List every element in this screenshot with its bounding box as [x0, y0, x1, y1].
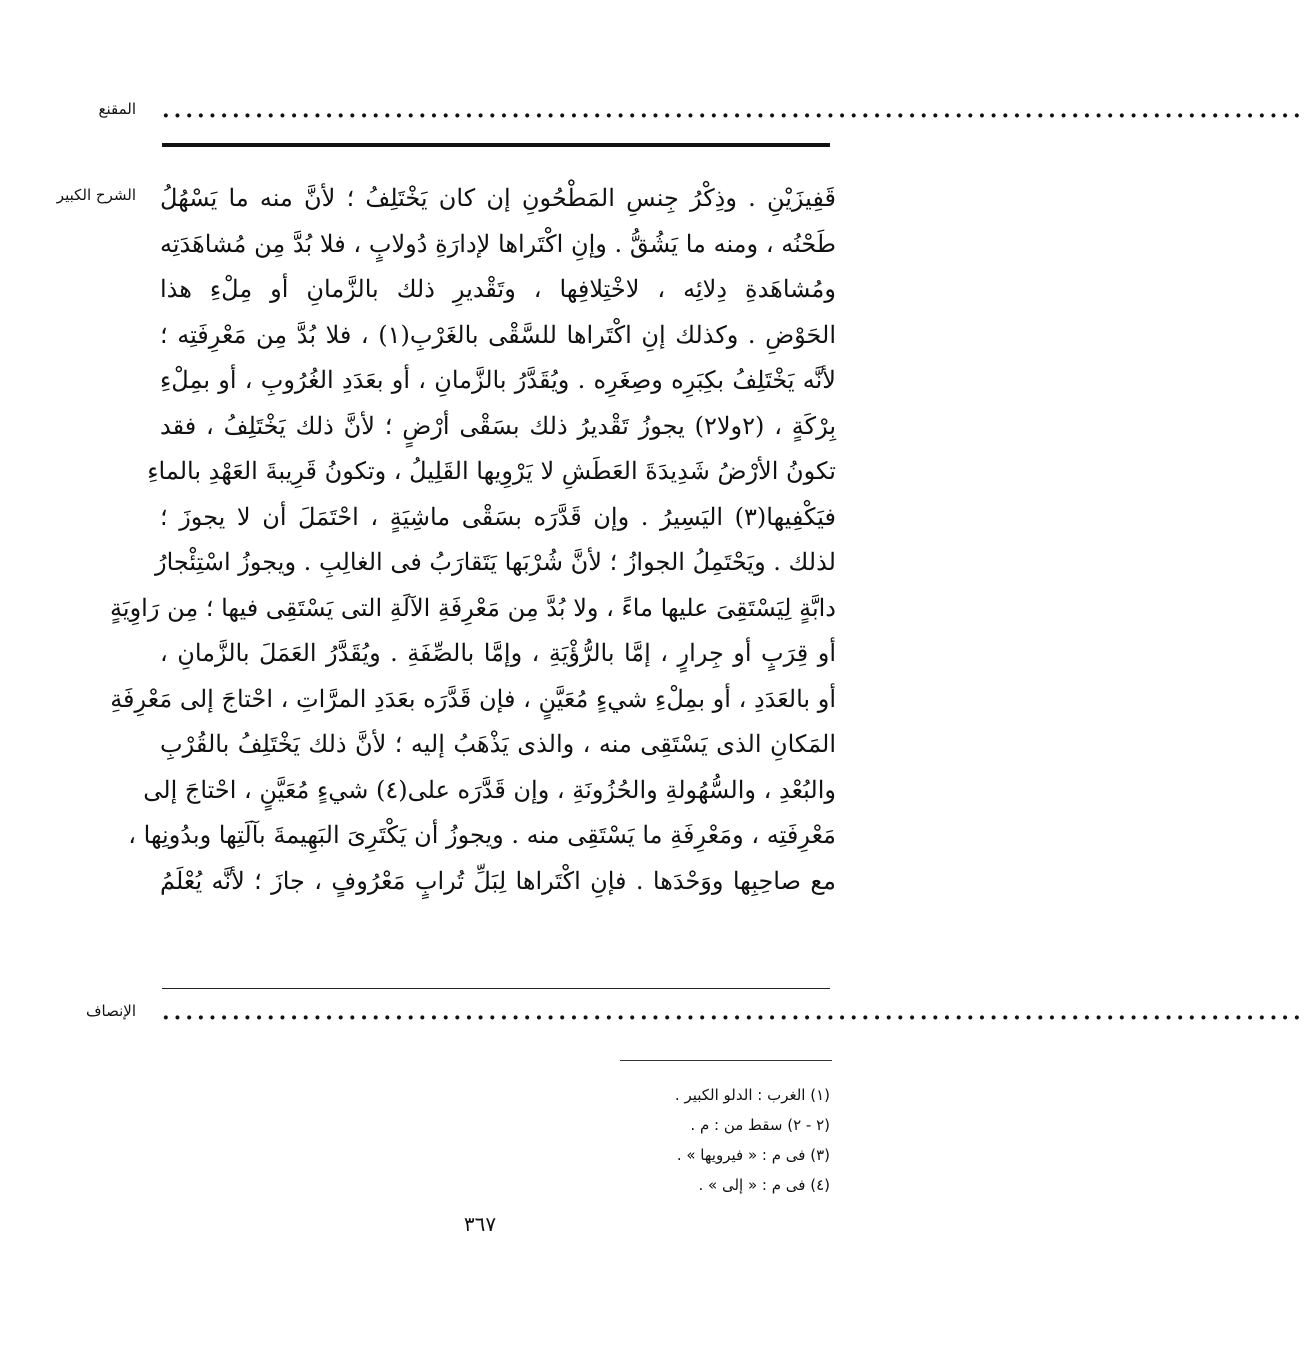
page-number: ٣٦٧ — [463, 1212, 497, 1236]
text-line: فيَكْفِيها(٣) اليَسِيرُ . وإن قَدَّرَه بسَقْى ماشِيَةٍ ، احْتَمَلَ أن لا يجوزَ ؛ — [160, 502, 836, 531]
footnote-item: (٢ - ٢) سقط من : م . — [690, 1116, 830, 1134]
section-label-muqni: المقنع — [98, 100, 136, 118]
footnote-item: (١) الغرب : الدلو الكبير . — [674, 1086, 830, 1104]
text-line: مَعْرِفَتِه ، ومَعْرِفَةِ ما يَسْتَقِى منه . ويجوزُ أن يَكْتَرِىَ البَهِيمةَ بآلَتِها وبدُونِها ، — [128, 821, 836, 849]
section-label-sharh-kabir: الشرح الكبير — [56, 186, 136, 204]
text-line: ومُشاهَدةِ دِلائِه ، لاخْتِلافِها ، وتَقْديرِ ذلك بالزَّمانِ أو مِلْءِ هذا — [160, 275, 836, 303]
text-line: مع صاحِبِها ووَحْدَها . فإنِ اكْتَراها لِبَلِّ تُرابٍ مَعْرُوفٍ ، جازَ ؛ لأنَّه يُعْلَمُ — [160, 866, 836, 895]
text-line: لأنَّه يَخْتَلِفُ بكِبَرِه وصِغَرِه . ويُقَدَّرُ بالزَّمانِ ، أو بعَدَدِ الغُرُوبِ ، أو بمِلْءِ — [160, 366, 836, 394]
commentary-end-rule — [162, 988, 830, 989]
text-line: قَفِيزَيْنِ . وذِكْرُ جِنسِ المَطْحُونِ إن كان يَخْتَلِفُ ؛ لأنَّ منه ما يَسْهُلُ — [160, 184, 836, 212]
text-line: بِرْكَةٍ ، (٢ولا٢) يجوزُ تَقْديرُ ذلك بسَقْى أرْضٍ ؛ لأنَّ ذلك يَخْتَلِفُ ، فقد — [160, 411, 836, 440]
text-line: المَكانِ الذى يَسْتَقِى منه ، والذى يَذْهَبُ إليه ؛ لأنَّ ذلك يَخْتَلِفُ بالقُرْبِ — [160, 730, 836, 758]
text-line: دابَّةٍ لِيَسْتَقِىَ عليها ماءً ، ولا بُدَّ مِن مَعْرِفَةِ الآلَةِ التى يَسْتَقِى فيها ؛ مِن رَاوِيَةٍ — [110, 593, 836, 622]
section-label-insaf: الإنصاف — [85, 1002, 136, 1020]
commentary-text-block — [110, 176, 837, 904]
text-line: والبُعْدِ ، والسُّهُولةِ والحُزُونَةِ ، وإن قَدَّرَه على(٤) شيءٍ مُعَيَّنٍ ، احْتاجَ إلى — [143, 775, 836, 804]
text-line: أو بالعَدَدِ ، أو بمِلْءِ شيءٍ مُعَيَّنٍ ، فإن قَدَّرَه بعَدَدِ المرَّاتِ ، احْتاجَ إلى مَعْرِفَةِ — [110, 684, 836, 713]
text-line: أو قِرَبٍ أو جِرارٍ ، إمَّا بالرُّؤْيَةِ ، وإمَّا بالصِّفَةِ . ويُقَدَّرُ العَمَلَ بالزَّمانِ ، — [160, 639, 836, 667]
text-line: طَحْنُه ، ومنه ما يَشُقُّ . وإنِ اكْتَراها لإدارَةِ دُولابٍ ، فلا بُدَّ مِن مُشاهَدَتِه — [160, 229, 836, 258]
dotted-separator-top: ·································································································· — [162, 103, 1305, 129]
text-line: لذلك . ويَحْتَمِلُ الجوازُ ؛ لأنَّ شُرْبَها يَتَقارَبُ فى الغالِبِ . ويجوزُ اسْتِئْجارُ — [155, 548, 836, 576]
footnote-item: (٣) فى م : « فيرويها » . — [676, 1146, 830, 1164]
header-rule — [162, 143, 830, 147]
footnote-rule — [620, 1060, 832, 1061]
dotted-separator-bottom: ·································································································· — [162, 1005, 1305, 1031]
text-line: تكونُ الأرْضُ شَدِيدَةَ العَطَشِ لا يَرْوِيها القَلِيلُ ، وتكونُ قَرِيبةَ العَهْدِ بالماءِ — [147, 457, 836, 485]
footnote-item: (٤) فى م : « إلى » . — [698, 1176, 830, 1194]
footnotes — [420, 1080, 830, 1200]
text-line: الحَوْضِ . وكذلك إنِ اكْتَراها للسَّقْى بالغَرْبِ(١) ، فلا بُدَّ مِن مَعْرِفَتِه ؛ — [160, 320, 837, 349]
